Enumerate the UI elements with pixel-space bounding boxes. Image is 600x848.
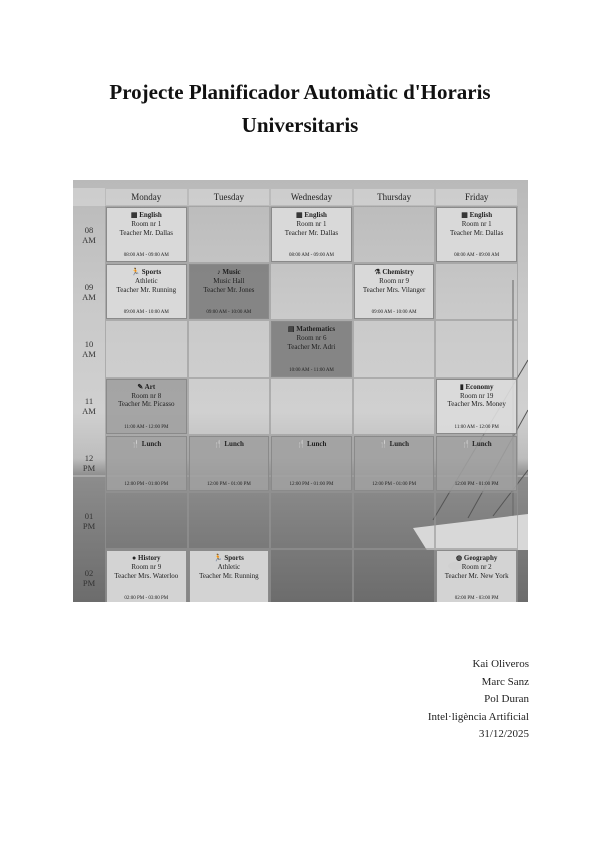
event-english[interactable]	[436, 207, 517, 262]
event-time: 08:00 AM - 09:00 AM	[288, 253, 334, 259]
event-title: ▮ Economy	[459, 382, 494, 391]
event-detail: Room nr 9	[131, 563, 162, 572]
event-title: ▦ English	[296, 211, 327, 219]
event-lunch[interactable]	[271, 436, 352, 491]
grid-cell	[270, 492, 353, 549]
event-detail: Room nr 1	[461, 220, 492, 228]
event-detail: Room nr 1	[296, 220, 327, 228]
event-title: ● History	[132, 554, 161, 563]
event-time: 10:00 AM - 11:00 AM	[289, 367, 334, 373]
title-line-1: Projecte Planificador Automàtic d'Horaris	[109, 80, 491, 104]
event-time: 12:00 PM - 01:00 PM	[124, 481, 169, 487]
day-header-friday: Friday	[435, 188, 518, 206]
event-time: 02:00 PM - 03:00 PM	[454, 596, 499, 602]
event-title: 🍴 Lunch	[213, 439, 244, 448]
event-time: 08:00 AM - 09:00 AM	[123, 253, 169, 259]
event-detail: Teacher Mrs. Waterloo	[114, 571, 179, 580]
event-detail: Room nr 2	[461, 563, 492, 572]
authors-block	[428, 656, 529, 744]
event-detail: Teacher Mr. Running	[116, 285, 177, 294]
author-2: Marc Sanz	[481, 675, 529, 688]
hour-label: 10 AM	[82, 339, 96, 359]
event-detail: Teacher Mrs. Money	[447, 400, 506, 409]
event-detail: Room nr 9	[379, 277, 410, 286]
grid-cell	[188, 206, 271, 263]
hour-label: 11 AM	[82, 396, 96, 417]
event-time: 09:00 AM - 10:00 AM	[206, 310, 252, 316]
hour-label: 12 PM	[82, 453, 96, 474]
event-time: 12:00 PM - 01:00 PM	[206, 481, 251, 487]
event-detail: Room nr 6	[296, 334, 327, 343]
event-time: 09:00 AM - 10:00 AM	[371, 310, 417, 316]
event-detail: Teacher Mr. Picasso	[118, 400, 175, 409]
event-detail: Teacher Mrs. Vilanger	[362, 285, 426, 294]
hour-label: 01 PM	[82, 510, 96, 531]
grid-cell	[435, 320, 518, 377]
event-title: 🏃 Sports	[213, 554, 244, 563]
event-title: 🍴 Lunch	[461, 439, 492, 448]
title-line-2: Universitaris	[241, 113, 359, 137]
grid-cell	[188, 492, 271, 549]
document-date: 31/12/2025	[478, 728, 529, 740]
event-geography[interactable]	[436, 550, 517, 602]
event-lunch[interactable]	[106, 436, 187, 491]
grid-cell	[353, 492, 436, 549]
event-detail: Teacher Mr. Dallas	[450, 228, 504, 237]
event-detail: Room nr 19	[459, 391, 494, 400]
event-title: ▦ English	[461, 211, 493, 219]
grid-cell	[105, 320, 188, 377]
event-detail: Teacher Mr. Dallas	[119, 228, 173, 237]
event-title: 🍴 Lunch	[379, 439, 410, 448]
course-name: Intel·ligència Artificial	[427, 710, 529, 723]
event-time: 12:00 PM - 01:00 PM	[454, 481, 499, 487]
event-detail: Athletic	[217, 563, 241, 572]
event-detail: Music Hall	[213, 277, 245, 286]
author-1: Kai Oliveros	[472, 658, 529, 670]
author-3: Pol Duran	[484, 693, 529, 705]
event-detail: Teacher Mr. Running	[199, 571, 259, 580]
grid-cell	[270, 549, 353, 602]
event-time: 12:00 PM - 01:00 PM	[372, 481, 417, 487]
grid-cell	[353, 378, 436, 435]
grid-cell	[435, 492, 518, 549]
event-history[interactable]	[106, 550, 187, 602]
hour-label: 08 AM	[82, 224, 96, 245]
event-title: ▦ English	[130, 211, 162, 219]
event-lunch[interactable]	[436, 436, 517, 491]
event-time: 02:00 PM - 03:00 PM	[124, 596, 169, 602]
day-header-thursday: Thursday	[353, 188, 436, 206]
event-detail: Room nr 8	[131, 391, 162, 400]
document-title	[40, 76, 560, 142]
event-detail: Teacher Mr. Adri	[287, 342, 336, 351]
grid-cell	[353, 206, 436, 263]
event-lunch[interactable]	[189, 436, 270, 491]
event-lunch[interactable]	[354, 436, 435, 491]
grid-cell	[270, 378, 353, 435]
event-title: 🏃 Sports	[131, 268, 162, 277]
event-detail: Room nr 1	[131, 220, 162, 228]
event-time: 11:00 AM - 12:00 PM	[454, 424, 499, 430]
event-sports[interactable]	[106, 264, 187, 319]
event-detail: Teacher Mr. Dallas	[284, 228, 339, 237]
event-detail: Teacher Mr. Jones	[203, 285, 255, 294]
day-header-tuesday: Tuesday	[188, 188, 271, 206]
event-detail: Athletic	[135, 277, 158, 286]
hour-label: 02 PM	[82, 567, 96, 588]
event-sports[interactable]	[189, 550, 270, 602]
cover-image	[73, 180, 528, 602]
event-chemistry[interactable]	[354, 264, 435, 319]
event-title: ▤ Mathematics	[287, 325, 336, 334]
header-corner	[73, 188, 105, 206]
event-detail: Teacher Mr. New York	[444, 571, 509, 580]
day-header-wednesday: Wednesday	[270, 188, 353, 206]
event-title: 🍴 Lunch	[131, 439, 162, 448]
hour-label: 09 AM	[82, 281, 96, 302]
event-time: 09:00 AM - 10:00 AM	[123, 310, 169, 316]
event-title: ◍ Geography	[456, 554, 498, 563]
grid-cell	[188, 320, 271, 377]
grid-cell	[105, 492, 188, 549]
day-header-monday: Monday	[105, 188, 188, 206]
event-time: 12:00 PM - 01:00 PM	[289, 481, 334, 487]
event-english[interactable]	[106, 207, 187, 262]
event-music[interactable]	[189, 264, 270, 319]
event-title: ⚗ Chemistry	[374, 268, 414, 277]
event-time: 11:00 AM - 12:00 PM	[124, 424, 169, 430]
grid-cell	[270, 263, 353, 320]
event-title: ♪ Music	[217, 268, 241, 277]
grid-cell	[188, 378, 271, 435]
grid-cell	[435, 263, 518, 320]
grid-cell	[353, 549, 436, 602]
event-title: 🍴 Lunch	[296, 439, 327, 448]
event-economy[interactable]	[436, 379, 517, 434]
event-mathematics[interactable]	[271, 321, 352, 376]
event-time: 08:00 AM - 09:00 AM	[454, 253, 500, 259]
event-english[interactable]	[271, 207, 352, 262]
grid-cell	[353, 320, 436, 377]
event-title: ✎ Art	[137, 382, 156, 391]
event-art[interactable]	[106, 379, 187, 434]
